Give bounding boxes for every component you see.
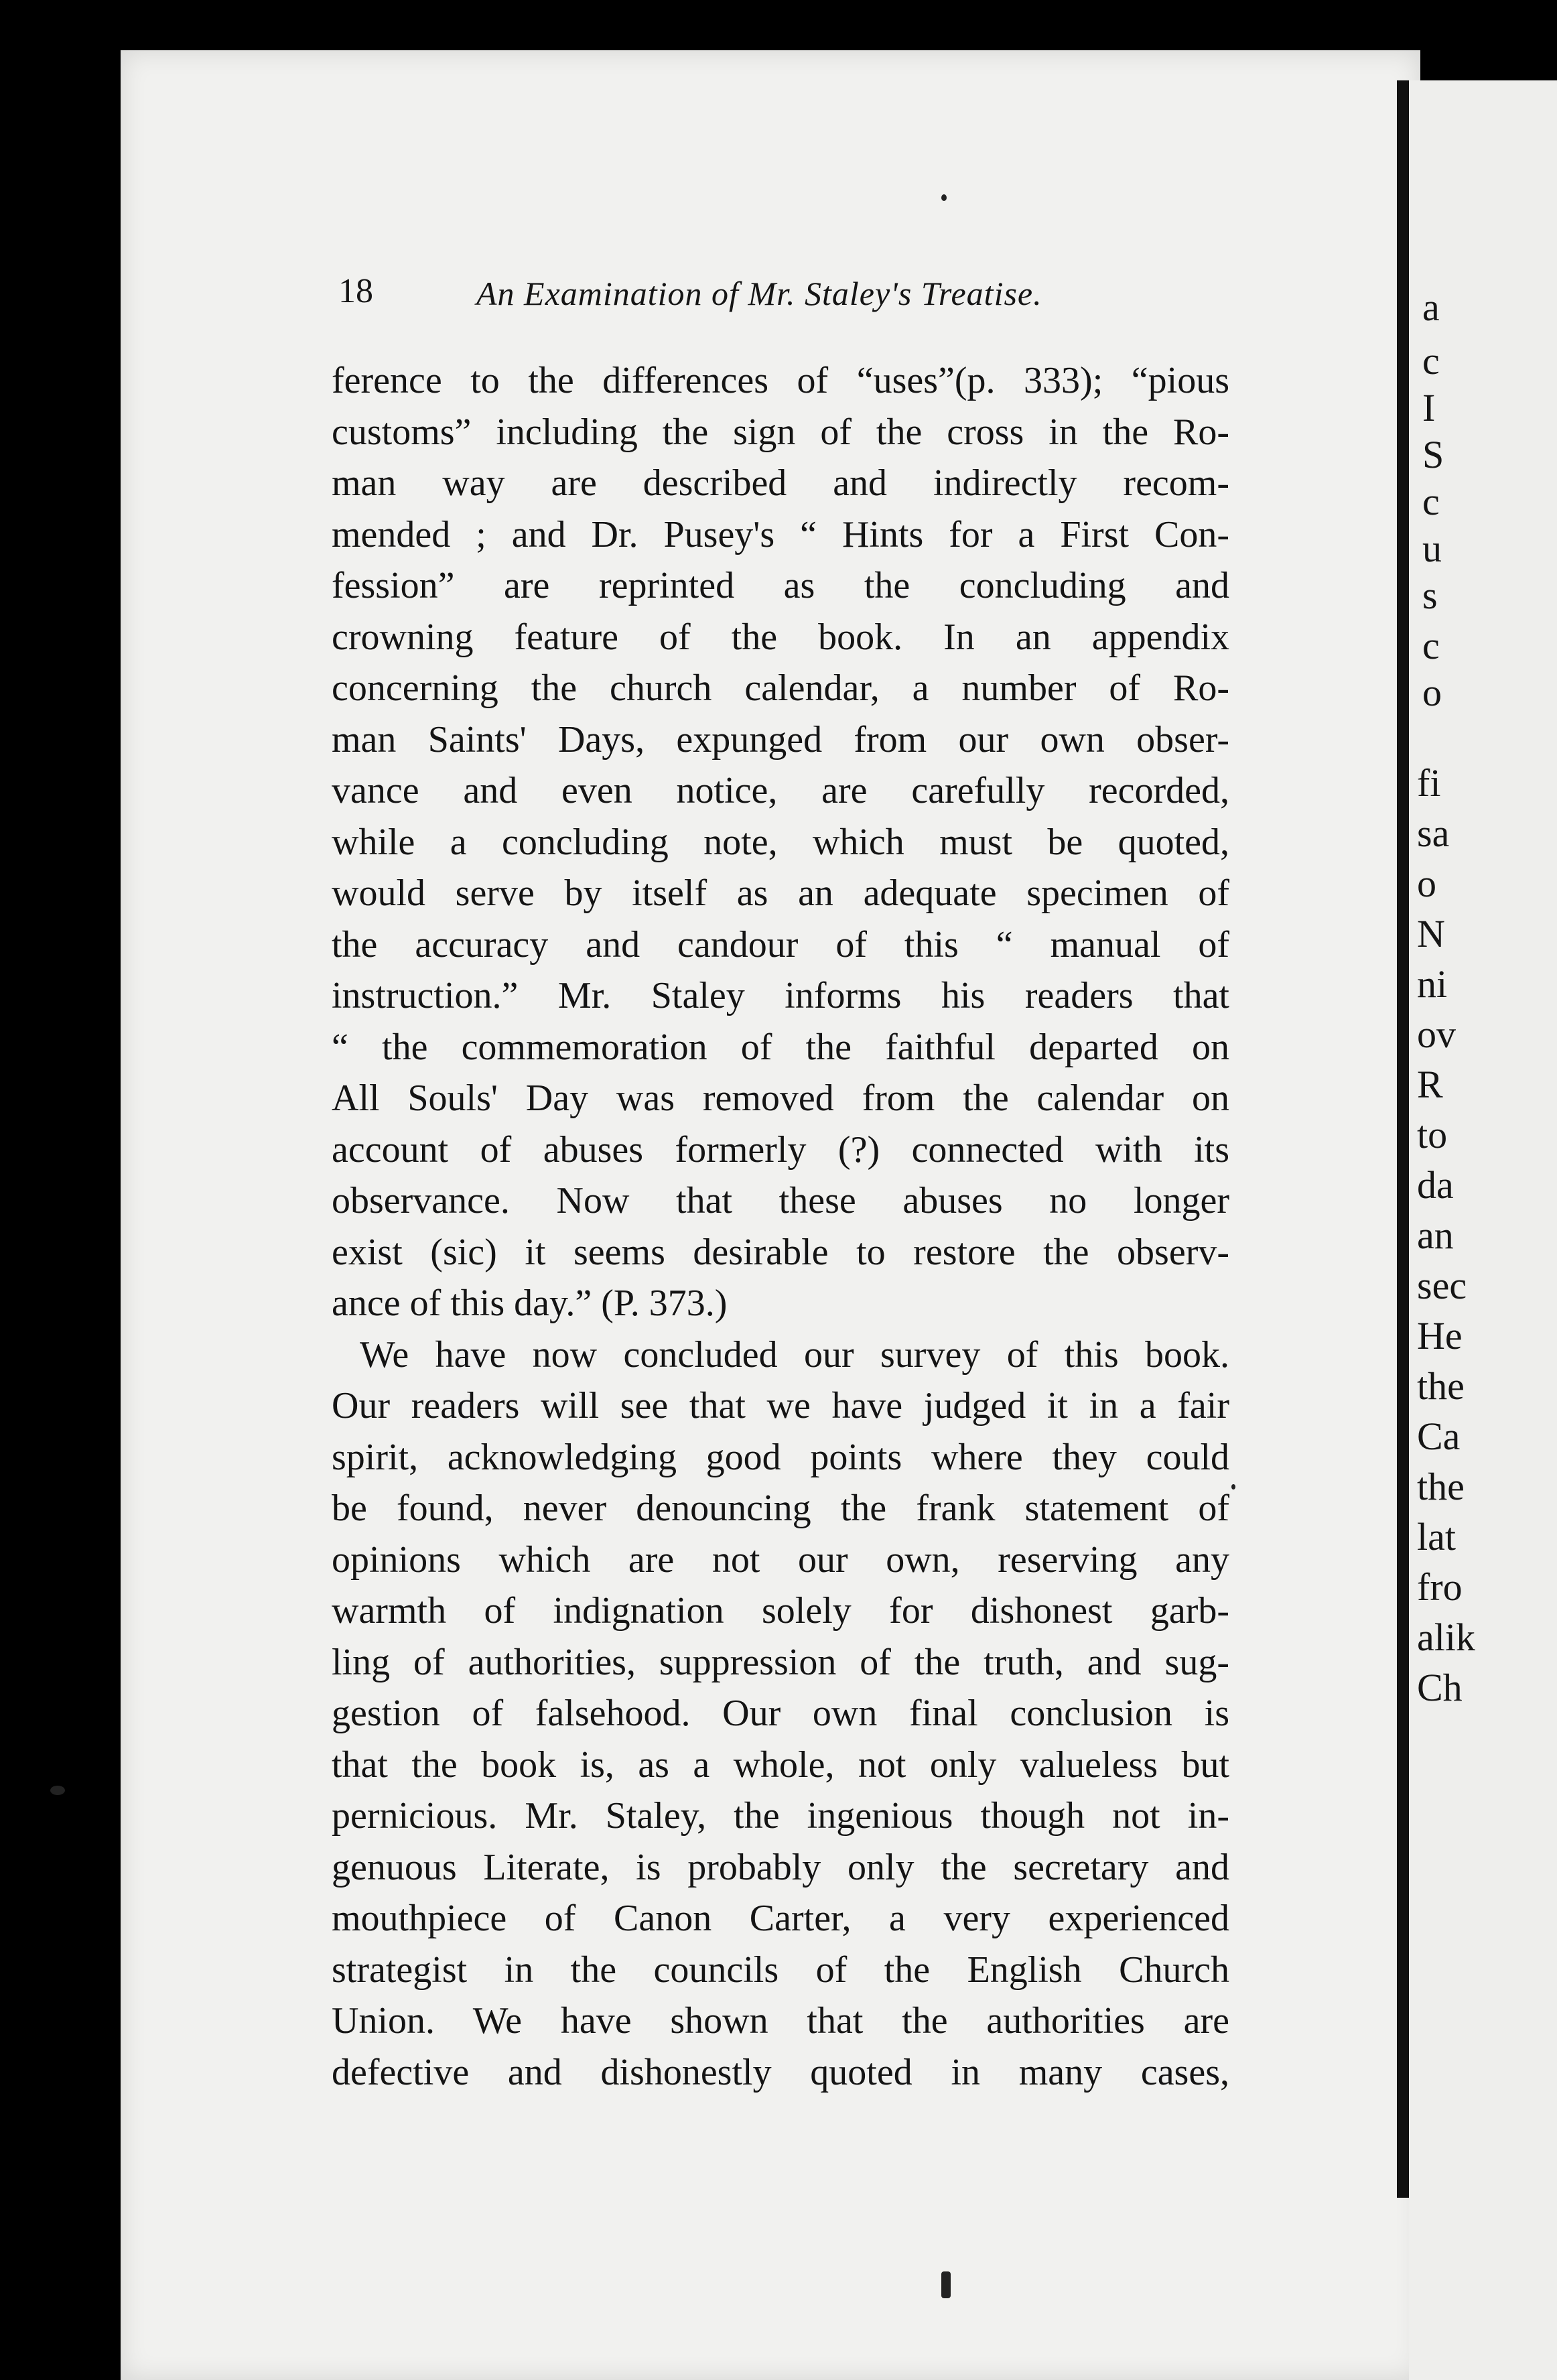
text-line: We have now concluded our survey of this book. [360,1333,1229,1376]
facing-page-edge [1409,80,1557,2380]
facing-page-fragment: s [1422,574,1438,617]
text-line: ance of this day.” (P. 373.) [332,1282,728,1324]
text-line: exist (sic) it seems desirable to restore the observ- [332,1231,1229,1273]
text-line: strategist in the councils of the English Church [332,1948,1229,1991]
text-line: concerning the church calendar, a number of Ro- [332,667,1229,709]
running-title: An Examination of Mr. Staley's Treatise. [476,275,1042,312]
text-line: man way are described and indirectly recom- [332,462,1229,504]
text-line: Our readers will see that we have judged it in a fair [332,1385,1229,1427]
text-line: mended ; and Dr. Pusey's “ Hints for a First Con- [332,513,1229,555]
text-line: gestion of falsehood. Our own final conclusion is [332,1693,1229,1734]
facing-page-fragment: alik [1417,1615,1475,1659]
facing-page-fragment: fro [1417,1565,1463,1609]
text-line: vance and even notice, are carefully recorded, [332,770,1229,811]
facing-page-fragment: a [1422,285,1440,329]
text-line: while a concluding note, which must be quoted, [332,821,1229,863]
facing-page-fragment: c [1422,624,1440,667]
facing-page-fragment: o [1422,671,1442,714]
text-line: Union. We have shown that the authorities are [332,2000,1229,2042]
facing-page-fragment: da [1417,1163,1454,1207]
scan-speck [50,1786,65,1795]
facing-page-fragment: I [1422,386,1436,429]
facing-page-fragment: S [1422,433,1444,476]
text-line: “ the commemoration of the faithful departed on [332,1026,1229,1068]
facing-page-fragment: R [1417,1063,1443,1106]
scan-speck [1231,1484,1235,1490]
facing-page-fragment: ov [1417,1012,1456,1056]
text-line: customs” including the sign of the cross in the Ro- [332,411,1229,453]
text-line: observance. Now that these abuses no longer [332,1180,1229,1221]
text-line: opinions which are not our own, reserving any [332,1538,1229,1581]
facing-page-fragment: to [1417,1113,1448,1156]
left-scan-margin [0,0,121,2380]
facing-page-fragment: sec [1417,1264,1467,1307]
text-line: spirit, acknowledging good points where they could [332,1436,1229,1478]
facing-page-fragment: N [1417,912,1445,955]
text-line: man Saints' Days, expunged from our own obser- [332,718,1229,761]
facing-page-fragment: c [1422,480,1440,523]
facing-page-fragment: He [1417,1314,1463,1358]
facing-page-fragment: o [1417,862,1436,905]
facing-page-fragment: u [1422,527,1442,570]
text-line: account of abuses formerly (?) connected with its [332,1128,1229,1171]
book-gutter [1397,80,1409,2198]
page-number: 18 [338,272,373,310]
facing-page-fragment: the [1417,1364,1465,1408]
scan-speck [941,194,947,201]
text-line: pernicious. Mr. Staley, the ingenious though not in- [332,1795,1229,1837]
text-line: ling of authorities, suppression of the truth, and sug- [332,1641,1229,1683]
text-line: ference to the differences of “uses”(p. 333); “pious [332,360,1229,401]
text-line: be found, never denouncing the frank statement of [332,1488,1229,1529]
facing-page-fragment: Ch [1417,1666,1463,1709]
text-line: defective and dishonestly quoted in many cases, [332,2051,1229,2093]
text-line: would serve by itself as an adequate specimen of [332,872,1229,914]
text-line: fession” are reprinted as the concluding and [332,565,1229,606]
facing-page-fragment: the [1417,1465,1465,1508]
text-line: that the book is, as a whole, not only valueless but [332,1743,1229,1786]
body-text [332,355,1229,2098]
text-line: warmth of indignation solely for dishonest garb- [332,1590,1229,1632]
text-line: instruction.” Mr. Staley informs his readers that [332,975,1229,1016]
facing-page-fragment: c [1422,339,1440,383]
text-line: the accuracy and candour of this “ manual of [332,923,1229,966]
scan-speck [941,2271,951,2298]
facing-page-fragment: Ca [1417,1414,1461,1458]
facing-page-fragment: an [1417,1213,1454,1257]
facing-page-fragment: lat [1417,1515,1456,1559]
text-line: crowning feature of the book. In an appendix [332,616,1229,658]
facing-page-fragment: sa [1417,811,1450,855]
facing-page-fragment: fi [1417,761,1441,805]
text-line: genuous Literate, is probably only the secretary and [332,1846,1229,1888]
facing-page-fragment: ni [1417,962,1448,1006]
text-line: mouthpiece of Canon Carter, a very experienced [332,1898,1229,1939]
text-line: All Souls' Day was removed from the calendar on [332,1077,1229,1119]
page-header [338,271,1209,318]
